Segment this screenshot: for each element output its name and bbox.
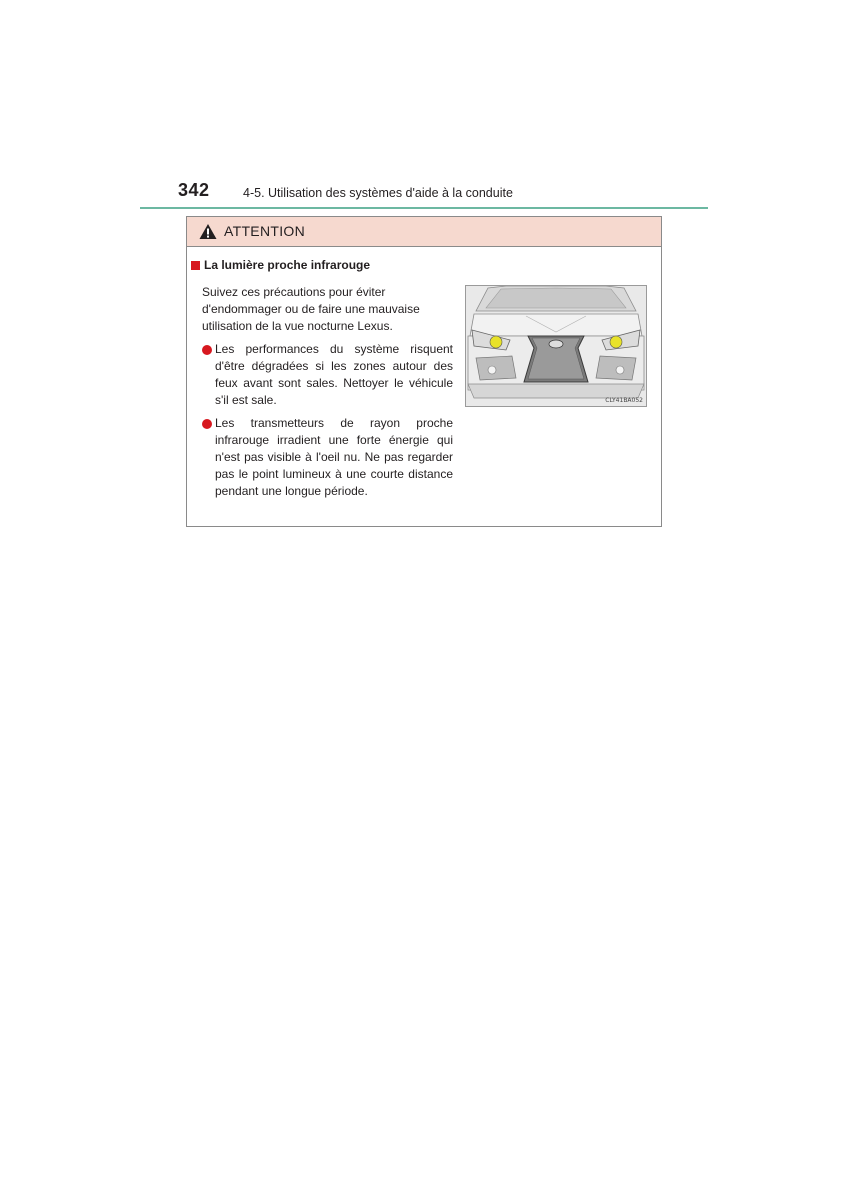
- header-rule: [140, 207, 708, 209]
- section-title: 4-5. Utilisation des systèmes d'aide à la conduite: [243, 186, 513, 200]
- subheading-text: La lumière proche infrarouge: [204, 258, 371, 272]
- figure-code: CLY41BA052: [605, 397, 643, 404]
- square-bullet-icon: [191, 261, 200, 270]
- bullet-text: Les transmetteurs de rayon proche infrarouge irradient une forte énergie qui n'est pas visible à l'oeil nu. Ne pas regarder pas le point lumineux à une courte distance pendant une longue période.: [215, 416, 453, 498]
- bullet-item: [202, 415, 453, 500]
- car-front-drawing: [466, 286, 646, 406]
- subheading: [191, 258, 370, 272]
- intro-paragraph: Suivez ces précautions pour éviter d'endommager ou de faire une mauvaise utilisation de la vue nocturne Lexus.: [202, 285, 420, 333]
- red-dot-bullet-icon: [202, 419, 212, 429]
- car-front-illustration: [465, 285, 647, 407]
- red-dot-bullet-icon: [202, 345, 212, 355]
- page-header: [140, 178, 708, 210]
- attention-header: [187, 217, 661, 247]
- bullet-item: [202, 341, 453, 409]
- bullet-text: Les performances du système risquent d'être dégradées si les zones autour des feux avant sont sales. Nettoyer le véhicule s'il est sale.: [215, 342, 453, 407]
- warning-triangle-icon: [199, 223, 217, 240]
- page-number: 342: [178, 180, 210, 200]
- attention-box: [186, 216, 662, 527]
- attention-title: ATTENTION: [224, 223, 305, 239]
